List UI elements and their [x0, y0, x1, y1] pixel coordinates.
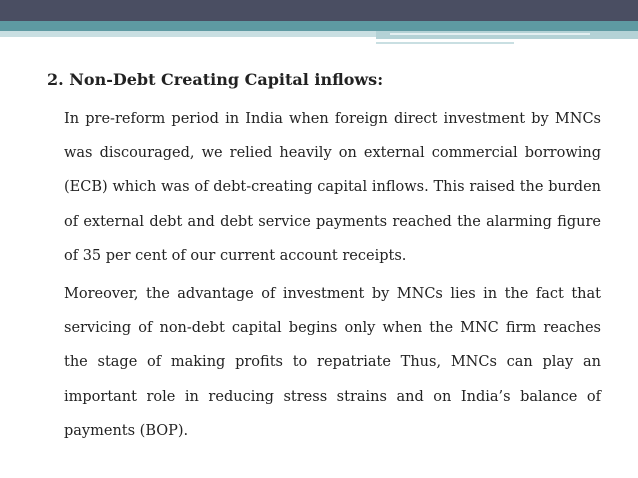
header-band-light-left	[0, 31, 380, 37]
body-paragraph-1: In pre-reform period in India when foreign direct investment by MNCs was discouraged, we relied heavily on external commercial borrowing (ECB) which was of debt-creating capital inflows. This raised the burden of external debt and debt service payments reached the alarming figure of 35 per cent of our current account receipts.	[64, 111, 601, 264]
header-band-teal	[0, 21, 638, 31]
header-band-highlight	[390, 33, 590, 35]
header-band-dark	[0, 0, 638, 21]
slide-heading: 2. Non-Debt Creating Capital inflows:	[47, 70, 384, 89]
header-band-thin	[376, 42, 514, 44]
body-paragraph-2: Moreover, the advantage of investment by MNCs lies in the fact that servicing of non-debt capital begins only when the MNC firm reaches the stage of making profits to repatriate Thus, MNCs can play an important role in reducing stress strains and on India’s balance of payments (BOP).	[64, 286, 601, 439]
